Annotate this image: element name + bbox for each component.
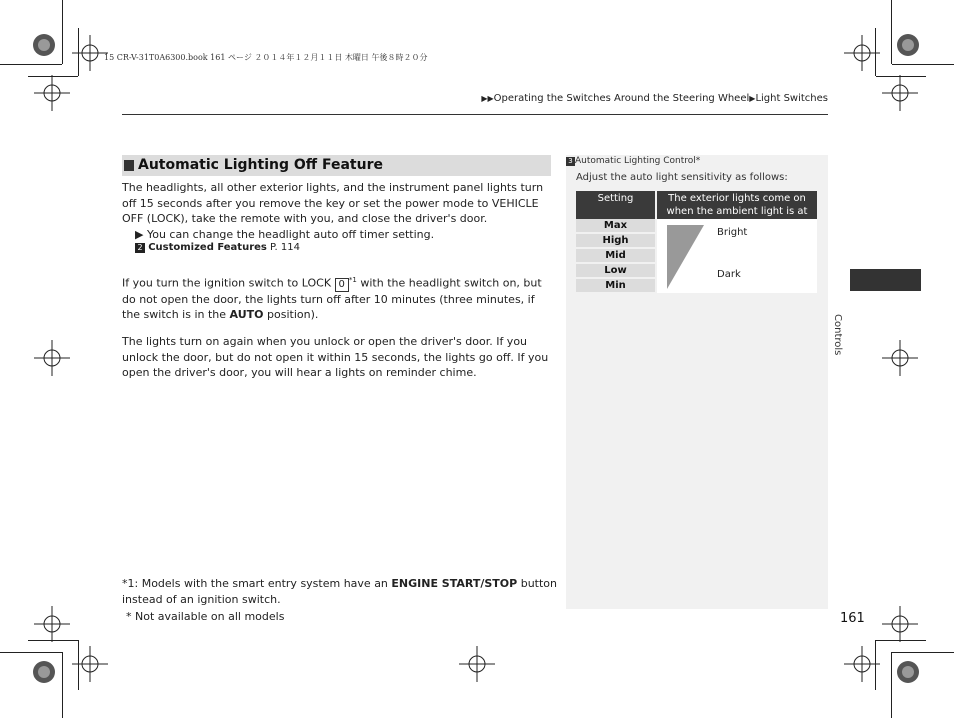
registration-target-icon xyxy=(882,340,918,376)
paragraph-2 xyxy=(122,273,552,323)
registration-target-icon xyxy=(844,35,880,71)
paragraph-1: The headlights, all other exterior lights, and the instrument panel lights turn off 15 seconds after you remove the key or set the power mode to VEHICLE OFF (LOCK), take the remote with you, and close the driver's door. xyxy=(122,181,544,225)
registration-target-icon xyxy=(34,340,70,376)
footnote-1-text: instead of an ignition switch. xyxy=(122,592,281,606)
breadcrumb-arrow-icon: ▶ xyxy=(749,94,756,103)
hint-arrow-icon: ▶ xyxy=(135,228,144,241)
footnote-2: * Not available on all models xyxy=(126,610,285,623)
hint-text: You can change the headlight auto off timer setting. xyxy=(146,228,435,241)
color-target-icon xyxy=(33,34,55,56)
header-rule xyxy=(122,114,828,115)
table-header-setting: Setting xyxy=(576,191,655,220)
level-min: Min xyxy=(576,279,655,292)
engine-start-stop-keyword: ENGINE START/STOP xyxy=(391,577,518,590)
footnote-marker: *1 xyxy=(348,276,357,284)
breadcrumb-item[interactable]: Light Switches xyxy=(755,93,828,104)
print-header: 15 CR-V-31T0A6300.book 161 ページ ２０１４年１２月１１日 木曜日 午後８時２０分 xyxy=(104,53,428,62)
paragraph-3: The lights turn on again when you unlock or open the driver's door. If you unlock the door, but do not open it within 15 seconds, the lights go off. If you open the driver's door, you will hear a lights on reminder chime. xyxy=(122,335,549,379)
chapter-tab[interactable] xyxy=(850,269,921,291)
auto-keyword: AUTO xyxy=(229,308,264,322)
registration-target-icon xyxy=(34,606,70,642)
footnote-1-text: button xyxy=(520,577,558,590)
level-low: Low xyxy=(576,264,655,277)
color-target-icon xyxy=(897,34,919,56)
note-star: * xyxy=(695,156,701,166)
reference-icon: 2 xyxy=(135,243,145,253)
ambient-cell xyxy=(657,219,817,293)
footnote-1 xyxy=(122,576,562,607)
note-icon: 3 xyxy=(566,157,575,166)
square-bullet-icon xyxy=(124,160,134,171)
registration-target-icon xyxy=(844,646,880,682)
cross-reference[interactable] xyxy=(135,242,300,253)
registration-target-icon xyxy=(34,75,70,111)
section-title: Automatic Lighting Off Feature xyxy=(138,157,383,173)
level-max: Max xyxy=(576,219,655,232)
sidebar-note-title xyxy=(566,156,700,166)
color-target-icon xyxy=(33,661,55,683)
table-header-line: The exterior lights come on xyxy=(668,193,806,204)
lock-position-symbol: 0 xyxy=(335,278,349,292)
sidebar-text: Adjust the auto light sensitivity as follows: xyxy=(576,172,788,183)
table-header-line: when the ambient light is at xyxy=(666,206,808,217)
chapter-tab-label: Controls xyxy=(832,314,843,356)
registration-target-icon xyxy=(882,75,918,111)
paragraph-2-text: If you turn the ignition switch to LOCK xyxy=(122,276,332,290)
section-heading xyxy=(122,155,551,176)
paragraph-2-text: with the headlight switch on, but do not open the door, the lights turn off after 10 minutes (three minutes, if the switch is in the xyxy=(122,276,542,322)
hint-line xyxy=(135,227,555,243)
level-high: High xyxy=(576,234,655,247)
table-header-ambient xyxy=(657,191,817,220)
footnote-1-text: *1: Models with the smart entry system have an xyxy=(122,577,388,590)
registration-target-icon xyxy=(459,646,495,682)
paragraph-2-text: position). xyxy=(267,308,319,322)
reference-page: P. 114 xyxy=(270,242,300,253)
color-target-icon xyxy=(897,661,919,683)
breadcrumb-arrow-icon: ▶▶ xyxy=(481,94,494,103)
page-number: 161 xyxy=(840,611,865,626)
registration-target-icon xyxy=(72,646,108,682)
reference-label[interactable]: Customized Features xyxy=(148,242,267,253)
registration-target-icon xyxy=(72,35,108,71)
dark-label: Dark xyxy=(717,269,741,280)
breadcrumb xyxy=(481,93,828,104)
level-mid: Mid xyxy=(576,249,655,262)
registration-target-icon xyxy=(882,606,918,642)
breadcrumb-item[interactable]: Operating the Switches Around the Steering Wheel xyxy=(493,93,750,104)
bright-label: Bright xyxy=(717,227,748,238)
note-title-text: Automatic Lighting Control xyxy=(575,156,696,166)
